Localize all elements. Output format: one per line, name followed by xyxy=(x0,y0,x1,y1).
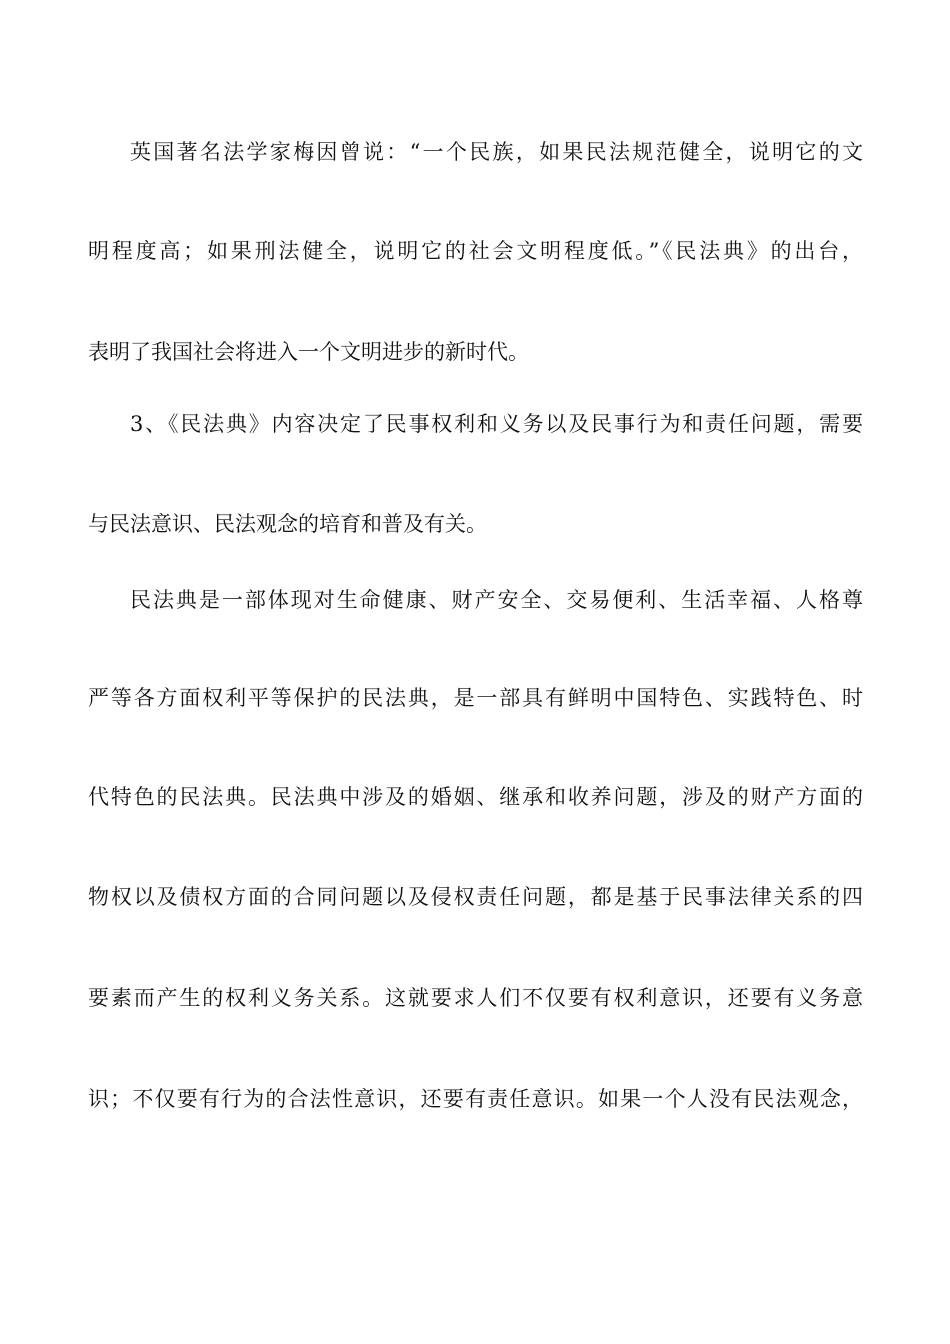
text-line: 物权以及债权方面的合同问题以及侵权责任问题，都是基于民事法律关系的四 xyxy=(88,885,863,909)
text-line: 民法典是一部体现对生命健康、财产安全、交易便利、生活幸福、人格尊 xyxy=(130,588,863,612)
text-line: 明程度高；如果刑法健全，说明它的社会文明程度低。”《民法典》的出台， xyxy=(88,239,863,263)
text-line: 代特色的民法典。民法典中涉及的婚姻、继承和收养问题，涉及的财产方面的 xyxy=(88,785,863,809)
text-line: 英国著名法学家梅因曾说：“一个民族，如果民法规范健全，说明它的文 xyxy=(130,140,863,164)
text-line: 要素而产生的权利义务关系。这就要求人们不仅要有权利意识，还要有义务意 xyxy=(88,986,863,1010)
text-line: 表明了我国社会将进入一个文明进步的新时代。 xyxy=(88,340,529,364)
text-line: 与民法意识、民法观念的培育和普及有关。 xyxy=(88,512,487,536)
text-line: 3、《民法典》内容决定了民事权利和义务以及民事行为和责任问题，需要 xyxy=(130,412,863,436)
text-line: 严等各方面权利平等保护的民法典，是一部具有鲜明中国特色、实践特色、时 xyxy=(88,686,863,710)
text-line: 识；不仅要有行为的合法性意识，还要有责任意识。如果一个人没有民法观念， xyxy=(88,1087,863,1111)
